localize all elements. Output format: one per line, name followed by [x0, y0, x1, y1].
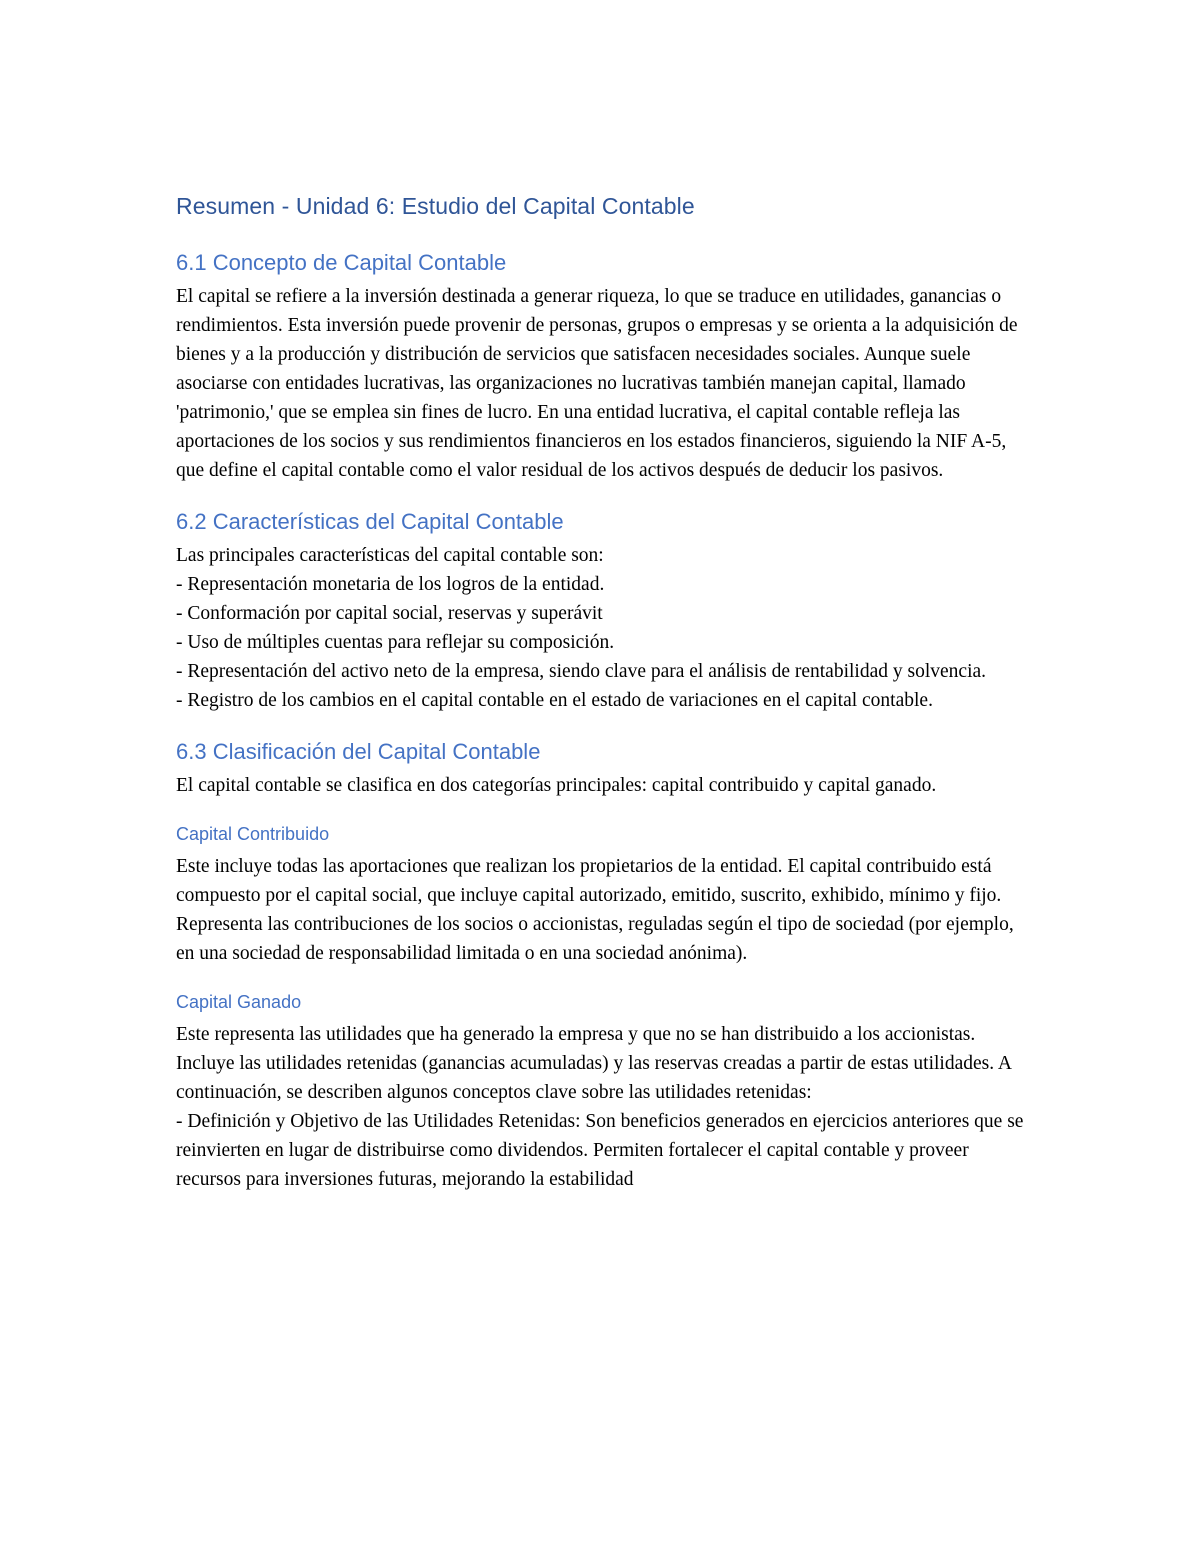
subsection-heading: Capital Ganado — [176, 992, 302, 1012]
subsection-paragraph: Este incluye todas las aportaciones que realizan los propietarios de la entidad. El capital contribuido está compuesto por el capital social, que incluye capital autorizado, emitido, suscrito, exhibido, mínimo y fijo. Representa las contribuciones de los socios o accionistas, reguladas según el tipo de sociedad (por ejemplo, en una sociedad de responsabilidad limitada o en una sociedad anónima). — [176, 856, 1014, 964]
section-heading: 6.2 Características del Capital Contable — [176, 509, 564, 534]
list-item: - Representación del activo neto de la empresa, siendo clave para el análisis de rentabilidad y solvencia. — [176, 661, 987, 682]
list-item: - Conformación por capital social, reservas y superávit — [176, 603, 603, 624]
subsection-capital-contribuido — [176, 820, 1036, 968]
section-paragraph: El capital contable se clasifica en dos categorías principales: capital contribuido y capital ganado. — [176, 775, 937, 796]
section-heading: 6.3 Clasificación del Capital Contable — [176, 739, 541, 764]
document-content — [176, 190, 1036, 1194]
section-concepto — [176, 248, 1036, 485]
subsection-body: Este representa las utilidades que ha generado la empresa y que no se han distribuido a los accionistas. Incluye las utilidades retenidas (ganancias acumuladas) y las reservas creadas a partir de estas utilidades. A continuación, se describen algunos conceptos clave sobre las utilidades retenidas: — [176, 1024, 1011, 1103]
section-heading: 6.1 Concepto de Capital Contable — [176, 250, 507, 275]
section-caracteristicas — [176, 507, 1036, 715]
section-paragraph: El capital se refiere a la inversión destinada a generar riqueza, lo que se traduce en utilidades, ganancias o rendimientos. Esta inversión puede provenir de personas, grupos o empresas y se orienta a la adquisición de bienes y a la producción y distribución de servicios que satisfacen necesidades sociales. Aunque suele asociarse con entidades lucrativas, las organizaciones no lucrativas también manejan capital, llamado 'patrimonio,' que se emplea sin fines de lucro. En una entidad lucrativa, el capital contable refleja las aportaciones de los socios y sus rendimientos financieros en los estados financieros, siguiendo la NIF A-5, que define el capital contable como el valor residual de los activos después de deducir los pasivos. — [176, 286, 1018, 481]
list-item: - Uso de múltiples cuentas para reflejar su composición. — [176, 632, 615, 653]
subsection-heading: Capital Contribuido — [176, 824, 330, 844]
section-intro — [176, 541, 1036, 715]
subsection-capital-ganado — [176, 988, 1036, 1194]
list-item: - Definición y Objetivo de las Utilidades Retenidas: Son beneficios generados en ejercicios anteriores que se reinvierten en lugar de distribuirse como dividendos. Permiten fortalecer el capital contable y proveer recursos para inversiones futuras, mejorando la estabilidad — [176, 1111, 1024, 1190]
section-clasificacion — [176, 737, 1036, 800]
document-title: Resumen - Unidad 6: Estudio del Capital Contable — [176, 193, 695, 219]
intro-line: Las principales características del capital contable son: — [176, 545, 604, 566]
list-item: - Registro de los cambios en el capital contable en el estado de variaciones en el capital contable. — [176, 690, 933, 711]
subsection-paragraph — [176, 1020, 1036, 1194]
list-item: - Representación monetaria de los logros de la entidad. — [176, 574, 605, 595]
